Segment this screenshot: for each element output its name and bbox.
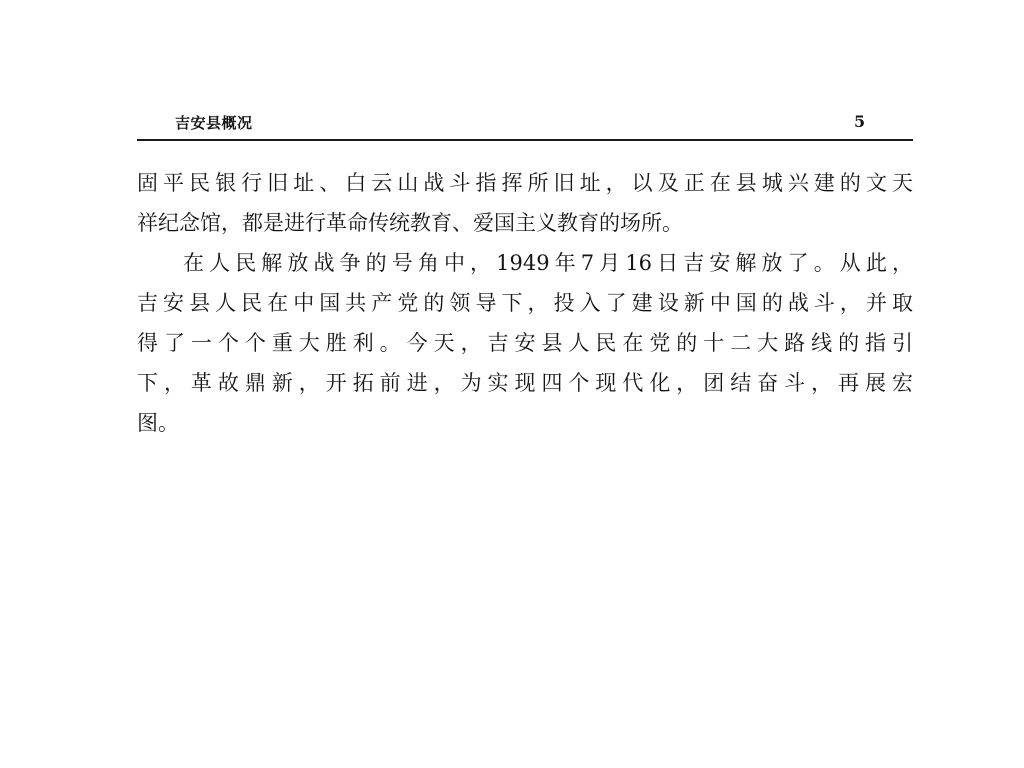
page-number: 5 [854,112,866,131]
header-rule [137,139,913,141]
text-line: 得了一个个重大胜利。今天，吉安县人民在党的十二大路线的指引 [137,331,913,355]
text-line: 下，革故鼎新，开拓前进，为实现四个现代化，团结奋斗，再展宏 [137,371,913,395]
header-title: 吉安县概况 [175,114,253,132]
text-line: 在人民解放战争的号角中，1949年7月16日吉安解放了。从此， [183,251,913,275]
text-line: 图。 [137,411,179,435]
text-line: 吉安县人民在中国共产党的领导下，投入了建设新中国的战斗，并取 [137,291,913,315]
body-text [137,163,913,443]
text-line: 固平民银行旧址、白云山战斗指挥所旧址，以及正在县城兴建的文天 [137,171,913,195]
running-header [137,106,913,138]
text-line: 祥纪念馆，都是进行革命传统教育、爱国主义教育的场所。 [137,211,683,235]
